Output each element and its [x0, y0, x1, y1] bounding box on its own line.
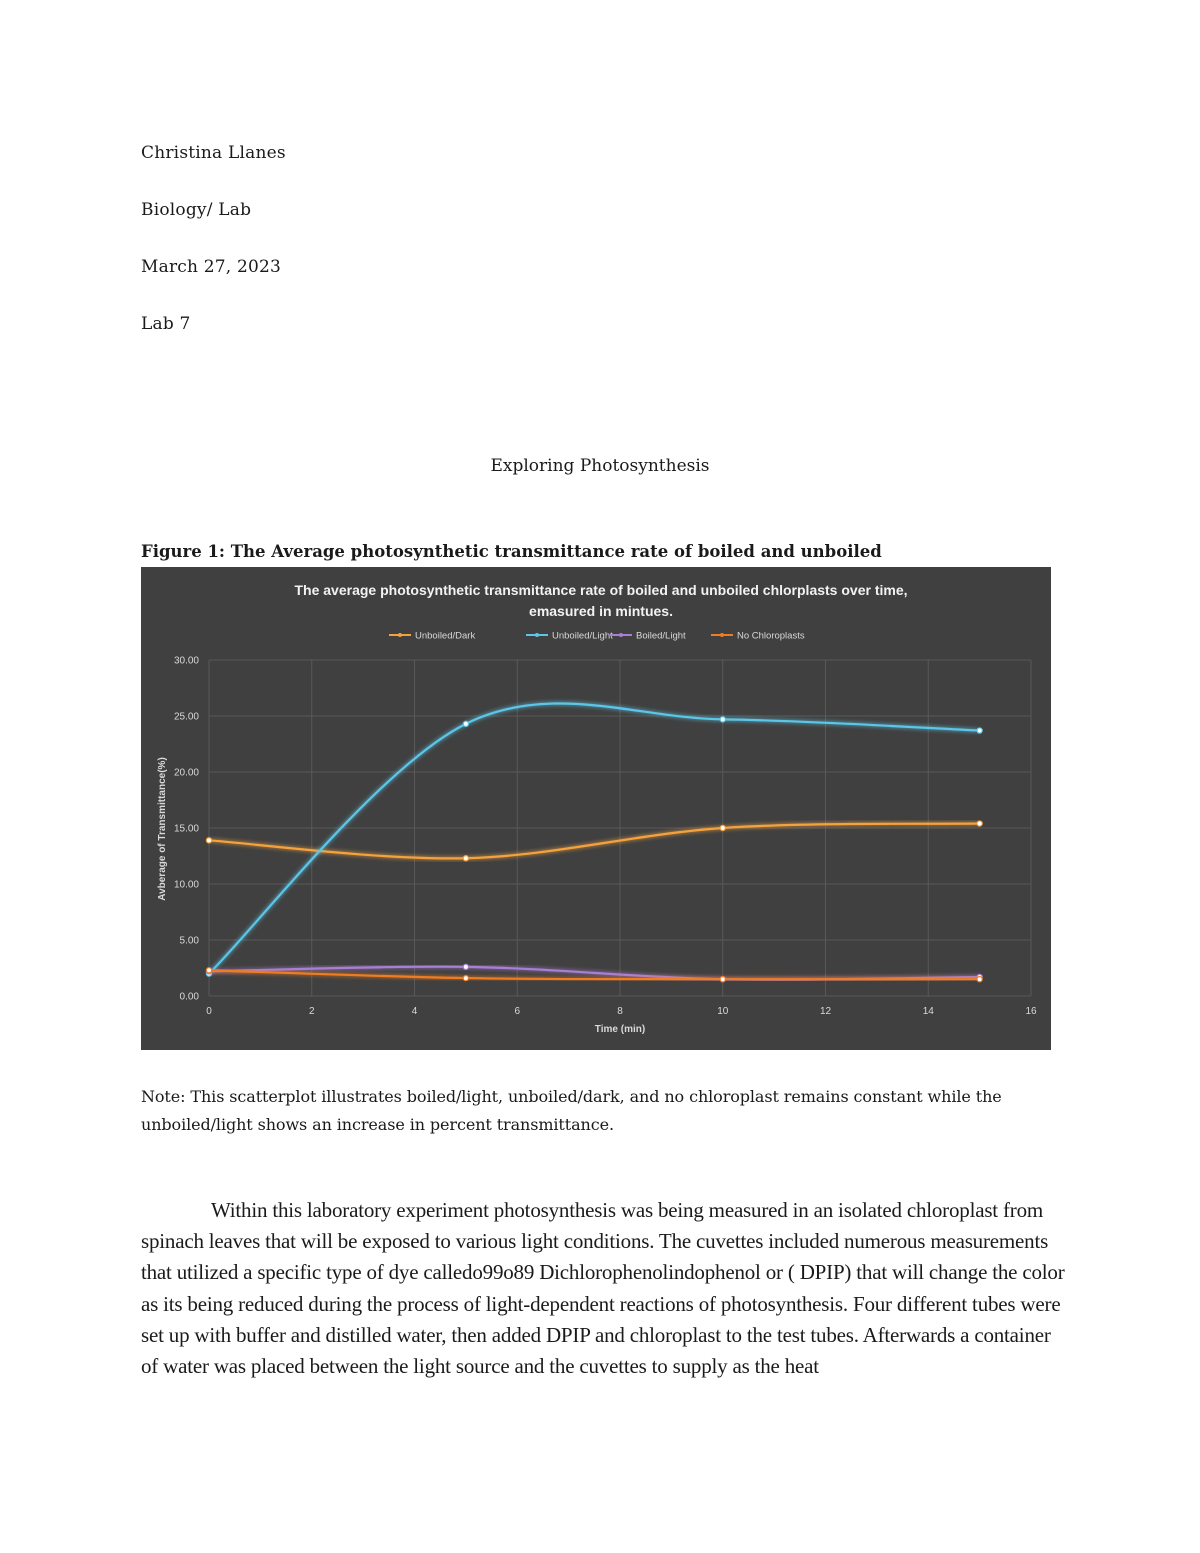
document-title: Exploring Photosynthesis [490, 456, 710, 476]
chart-title: The average photosynthetic transmittance rate of boiled and unboiled chlorplasts over time, [294, 582, 908, 598]
data-point [463, 964, 468, 969]
legend-label: No Chloroplasts [737, 630, 805, 642]
y-axis-title: Avberage of Transmittance(%) [157, 757, 168, 901]
chart-title-line2: emasured in mintues. [529, 603, 673, 619]
y-tick-label: 0.00 [179, 991, 199, 1003]
chart-panel [141, 567, 1051, 1050]
legend-marker [535, 633, 539, 637]
y-tick-label: 30.00 [173, 655, 199, 667]
legend-marker [398, 633, 402, 637]
body-paragraph: Within this laboratory experiment photosynthesis was being measured in an isolated chloroplast from spinach leaves that will be exposed to various light conditions. The cuvettes included numerous measurements that utilized a specific type of dye calledo99o89 Dichlorophenolindophenol or ( DPIP) that will change the color as its being reduced during the process of light-dependent reactions of photosynthesis. Four different tubes were set up with buffer and distilled water, then added DPIP and chloroplast to the test tubes. Afterwards a container of water was placed between the light source and the cuvettes to supply as the heat [141, 1198, 1065, 1379]
x-axis-title: Time (min) [594, 1024, 646, 1035]
series-line-0 [209, 824, 980, 859]
chart-legend [389, 631, 805, 642]
author-name: Christina Llanes [141, 143, 286, 163]
x-tick-label: 0 [206, 1006, 212, 1017]
figure-caption: Figure 1: The Average photosynthetic transmittance rate of boiled and unboiled [141, 542, 882, 561]
data-point [206, 968, 211, 973]
data-point [977, 977, 982, 982]
lab-number: Lab 7 [141, 314, 191, 334]
y-tick-label: 20.00 [173, 767, 199, 779]
x-tick-label: 14 [922, 1006, 934, 1017]
legend-label: Unboiled/Dark [415, 630, 476, 642]
legend-marker [720, 633, 724, 637]
line-chart [141, 567, 1051, 1050]
x-tick-label: 2 [308, 1006, 315, 1017]
legend-label: Unboiled/Light [552, 630, 613, 642]
data-point [206, 838, 211, 843]
x-tick-label: 4 [411, 1006, 418, 1017]
chart-gridlines [209, 660, 1031, 996]
x-tick-label: 6 [514, 1006, 521, 1017]
data-point [720, 717, 725, 722]
legend-marker [619, 633, 623, 637]
chart-tick-labels [174, 656, 1037, 1018]
y-tick-label: 10.00 [173, 879, 199, 891]
data-point [720, 977, 725, 982]
data-point [720, 825, 725, 830]
data-point [977, 728, 982, 733]
y-tick-label: 25.00 [173, 711, 199, 723]
series-line-1 [209, 703, 980, 973]
x-tick-label: 12 [819, 1006, 832, 1017]
legend-label: Boiled/Light [636, 630, 686, 642]
y-tick-label: 5.00 [179, 935, 199, 947]
figure-note: Note: This scatterplot illustrates boiled/light, unboiled/dark, and no chloroplast remains constant while the unboiled/light shows an increase in percent transmittance. [141, 1087, 1002, 1134]
document-date: March 27, 2023 [141, 257, 282, 277]
x-tick-label: 8 [617, 1006, 623, 1017]
x-tick-label: 16 [1025, 1006, 1037, 1017]
course-name: Biology/ Lab [141, 200, 252, 220]
data-point [463, 856, 468, 861]
data-point [463, 721, 468, 726]
data-point [463, 975, 468, 980]
x-tick-label: 10 [717, 1006, 729, 1017]
data-point [977, 821, 982, 826]
y-tick-label: 15.00 [173, 823, 199, 835]
